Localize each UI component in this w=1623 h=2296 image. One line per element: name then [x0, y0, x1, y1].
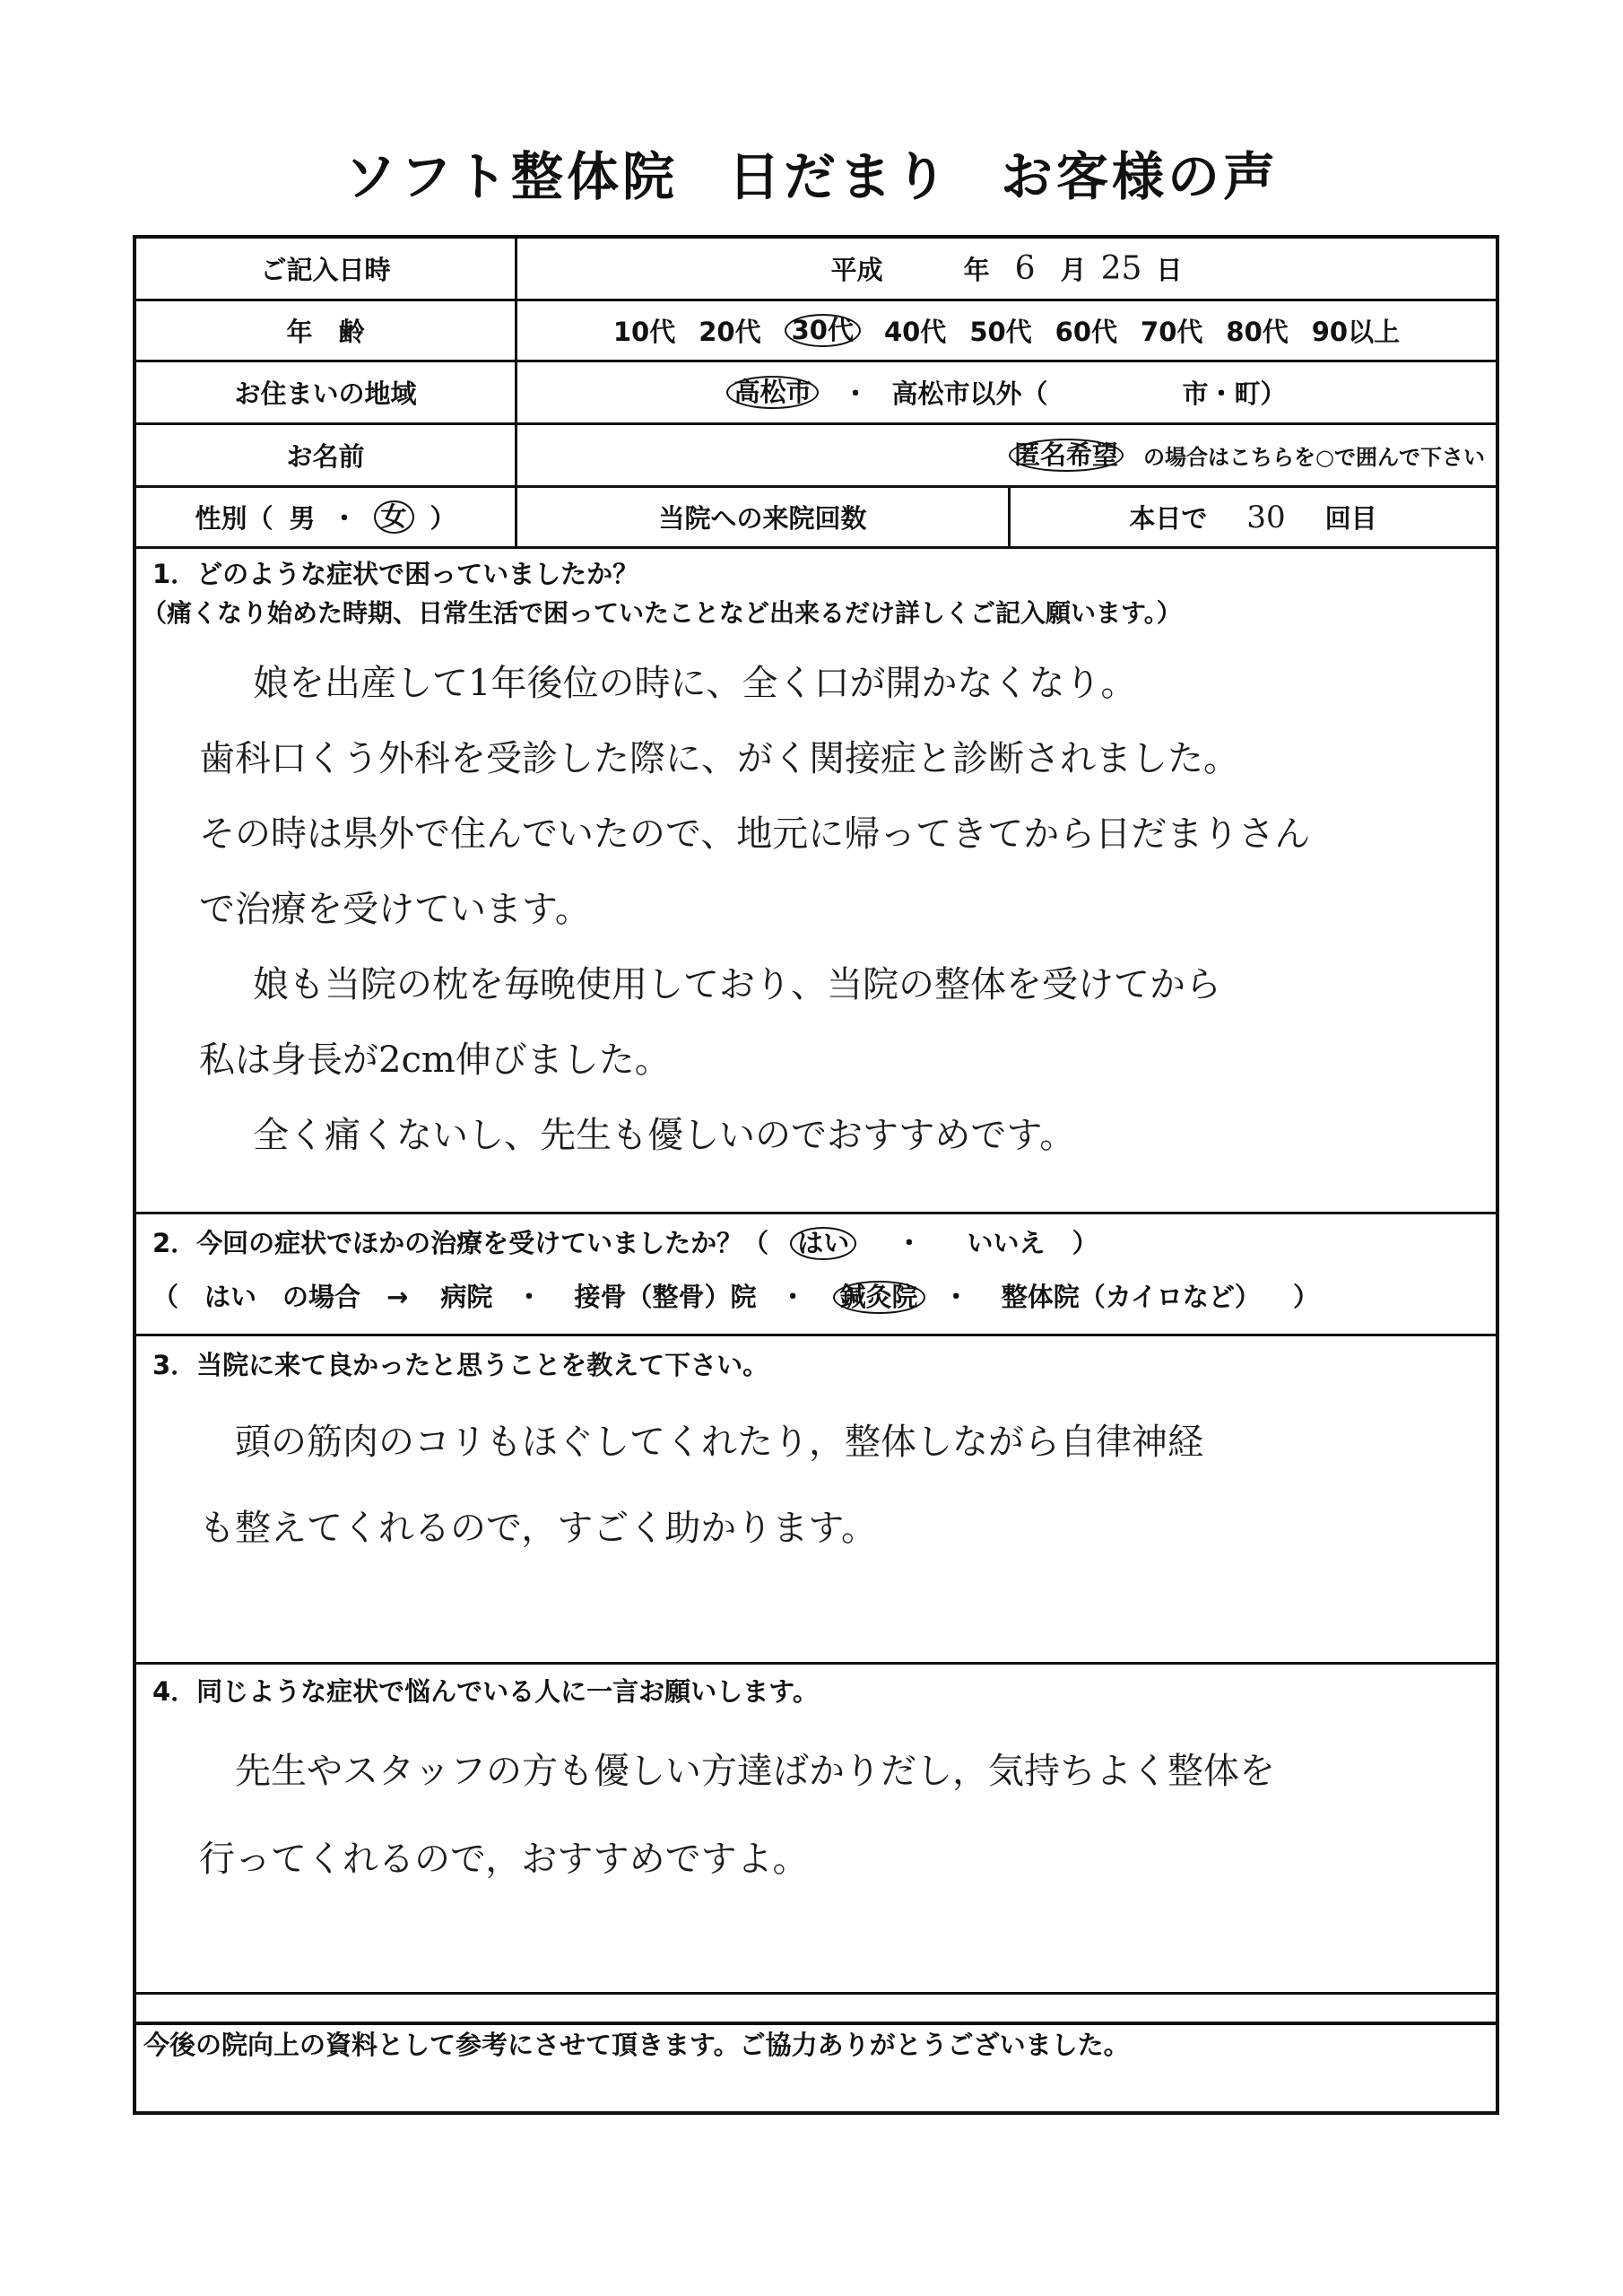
- date-month-value: 6: [1014, 250, 1036, 287]
- answer-line: 全く痛くないし、先生も優しいのでおすすめです。: [253, 1115, 1076, 1156]
- survey-form: [133, 235, 1499, 2025]
- age-option-selected[interactable]: 30代: [785, 314, 861, 347]
- age-option[interactable]: 20代: [699, 317, 761, 347]
- age-option[interactable]: 60代: [1055, 317, 1118, 347]
- date-day-value: 25: [1100, 250, 1142, 287]
- visits-count: 30: [1246, 499, 1286, 535]
- q2-option-hospital[interactable]: 病院: [440, 1282, 493, 1312]
- q2-option-no[interactable]: いいえ: [967, 1228, 1046, 1258]
- question-4: [136, 1665, 1496, 1995]
- q2-close: ）: [1072, 1228, 1098, 1258]
- q2-dot: ・: [896, 1228, 923, 1258]
- gender-dot: ・: [331, 503, 358, 534]
- q1-heading: 1．どのような症状で困っていましたか？: [152, 559, 639, 589]
- date-label: ご記入日時: [136, 239, 517, 299]
- answer-line: も整えてくれるので，すごく助かります。: [199, 1508, 877, 1549]
- answer-line: 娘を出産して1年後位の時に、全く口が開かなくなり。: [253, 663, 1137, 704]
- q2-option-bonesetter[interactable]: 接骨（整骨）院: [574, 1282, 757, 1312]
- date-row: [136, 239, 1496, 301]
- answer-line: 頭の筋肉のコリもほぐしてくれたり，整体しながら自律神経: [235, 1422, 1203, 1463]
- footer-box: [133, 2023, 1499, 2115]
- region-option-other[interactable]: 高松市以外（: [891, 378, 1048, 409]
- age-option[interactable]: 80代: [1226, 317, 1289, 347]
- answer-line: 行ってくれるので，おすすめですよ。: [199, 1839, 809, 1880]
- age-option[interactable]: 40代: [883, 317, 947, 347]
- q2-sub-suffix: ）: [1293, 1282, 1320, 1312]
- answer-line: その時は県外で住んでいたので、地元に帰ってきてから日だまりさん: [199, 813, 1311, 855]
- title-clinic-name: 日だまり: [727, 146, 950, 207]
- anonymous-option[interactable]: 匿名希望: [1009, 439, 1124, 472]
- q4-answer[interactable]: [199, 1727, 1275, 1903]
- gender-option-female[interactable]: 女: [374, 500, 414, 534]
- title-clinic-type: ソフト整体院: [343, 146, 678, 207]
- q3-heading: 3．当院に来て良かったと思うことを教えて下さい。: [152, 1350, 769, 1380]
- gender-option-male[interactable]: 男: [289, 503, 316, 534]
- gender-field[interactable]: [136, 488, 517, 546]
- question-1: [136, 549, 1496, 1214]
- age-option[interactable]: 50代: [969, 317, 1032, 347]
- date-year-unit: 年: [963, 255, 990, 285]
- q2-option-acupuncture[interactable]: 鍼灸院: [833, 1281, 925, 1314]
- answer-line: 先生やスタッフの方も優しい方達ばかりだし，気持ちよく整体を: [235, 1751, 1275, 1792]
- name-row: [136, 425, 1496, 488]
- date-month-unit: 月: [1060, 255, 1087, 285]
- visits-label: 当院への来院回数: [517, 488, 1011, 546]
- q1-answer[interactable]: [199, 646, 1310, 1173]
- visits-unit: 回目: [1324, 503, 1377, 534]
- region-suffix: 市・町）: [1182, 378, 1287, 409]
- q2-heading: 2．今回の症状でほかの治療を受けていましたか？（: [152, 1228, 769, 1258]
- age-label: 年 齢: [136, 301, 517, 360]
- title-voice: お客様の声: [1001, 146, 1280, 207]
- age-option[interactable]: 90以上: [1311, 317, 1401, 347]
- question-3: [136, 1336, 1496, 1665]
- anonymous-note: の場合はこちらを○で囲んで下さい: [1143, 445, 1485, 470]
- footer-thanks: 今後の院向上の資料として参考にさせて頂きます。ご協力ありがとうございました。: [143, 2030, 1130, 2060]
- region-option-takamatsu[interactable]: 高松市: [726, 376, 819, 409]
- age-options[interactable]: [517, 301, 1496, 360]
- gender-close: ）: [430, 503, 456, 534]
- age-option[interactable]: 10代: [612, 317, 676, 347]
- name-field[interactable]: [517, 425, 1496, 485]
- answer-line: 私は身長が2cm伸びました。: [199, 1039, 671, 1081]
- q2-sub-prefix: （ はい の場合 →: [152, 1282, 409, 1312]
- gender-label: 性別（: [195, 503, 273, 534]
- region-separator: ・: [842, 378, 869, 409]
- q4-heading: 4．同じような症状で悩んでいる人に一言お願いします。: [152, 1676, 819, 1707]
- date-value[interactable]: [517, 239, 1496, 299]
- region-row: [136, 362, 1496, 425]
- answer-line: で治療を受けています。: [199, 889, 591, 930]
- gender-row: [136, 488, 1496, 549]
- region-options[interactable]: [517, 362, 1496, 422]
- page-title: [0, 135, 1623, 210]
- q3-answer[interactable]: [199, 1399, 1203, 1571]
- answer-line: 娘も当院の枕を毎晩使用しており、当院の整体を受けてから: [253, 964, 1221, 1005]
- date-era: 平成: [830, 255, 883, 285]
- visits-today-label: 本日で: [1129, 503, 1208, 534]
- q2-heading-line: [152, 1223, 1098, 1260]
- age-option[interactable]: 70代: [1141, 317, 1203, 347]
- visits-value[interactable]: [1011, 488, 1496, 546]
- q2-option-chiropractic[interactable]: 整体院（カイロなど）: [1001, 1282, 1261, 1312]
- name-label: お名前: [136, 425, 517, 485]
- q1-subheading: （痛くなり始めた時期、日常生活で困っていたことなど出来るだけ詳しくご記入願います。）: [142, 598, 1182, 628]
- region-label: お住まいの地域: [136, 362, 517, 422]
- q2-sub-line: （ はい の場合 → 病院 ・ 接骨（整骨）院 ・ 鍼灸院 ・ 整体院（カイロなど） ）: [152, 1277, 1319, 1314]
- date-day-unit: 日: [1156, 255, 1183, 285]
- age-row: [136, 301, 1496, 362]
- q2-option-yes[interactable]: はい: [790, 1227, 856, 1260]
- question-2: [136, 1214, 1496, 1336]
- answer-line: 歯科口くう外科を受診した際に、がく関接症と診断されました。: [199, 738, 1239, 779]
